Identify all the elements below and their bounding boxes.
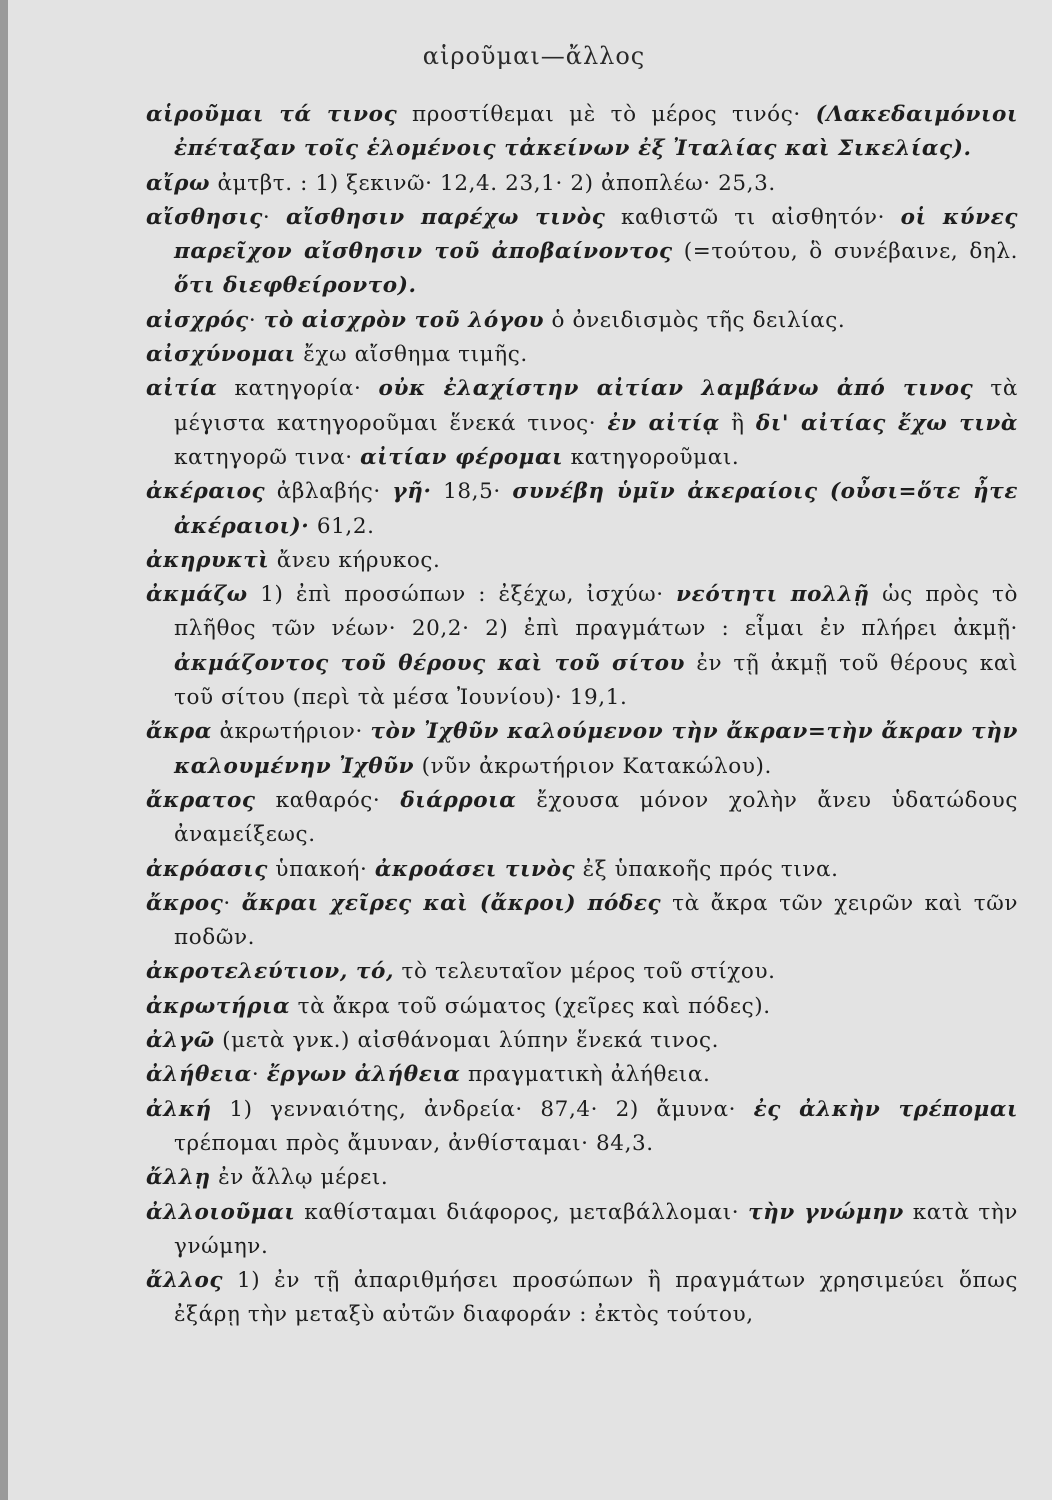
entry-definition: τὸ τελευταῖον μέρος τοῦ στίχου.	[394, 959, 776, 985]
entry-headword: αἰσχρός	[146, 307, 249, 333]
entry-phrase: γῆ·	[392, 479, 432, 505]
dictionary-entry	[146, 304, 1018, 338]
entry-headword: ἀκμάζω	[146, 582, 248, 608]
entry-definition: 1) ἐν τῇ ἀπαριθμήσει προσώπων ἢ πραγμάτων χρησιμεύει ὅπως ἐξάρῃ τὴν μεταξὺ αὐτῶν διαφοράν : ἐκτὸς τούτου,	[174, 1268, 1018, 1328]
entry-phrase: δι' αἰτίας ἔχω τινὰ	[755, 410, 1019, 436]
entry-definition: ἐξ ὑπακοῆς πρός τινα.	[575, 856, 839, 882]
dictionary-entry	[146, 1264, 1018, 1333]
dictionary-entry	[146, 544, 1018, 578]
dictionary-entry	[146, 784, 1018, 853]
entry-phrase: συνέβη ὑμῖν ἀκεραίοις (οὖσι=ὅτε ἦτε ἀκέραιοι)·	[174, 479, 1019, 539]
entry-headword: αἰτία	[146, 376, 218, 402]
entry-definition: ἀβλαβής·	[265, 479, 393, 505]
entry-phrase: οἱ κύνες παρεῖχον αἴσθησιν τοῦ ἀποβαίνοντος	[174, 204, 1019, 265]
entry-headword: ἄκρος	[146, 890, 224, 916]
entries-list	[146, 98, 1018, 1333]
entry-headword: ἀκηρυκτὶ	[146, 547, 270, 573]
entry-phrase: ἐν αἰτίᾳ	[607, 410, 720, 436]
entry-headword: αἴρω	[146, 170, 211, 196]
dictionary-entry	[146, 1093, 1018, 1162]
entry-definition: καθίσταμαι διάφορος, μεταβάλλομαι·	[295, 1199, 749, 1225]
entry-headword: ἀλκή	[146, 1096, 212, 1122]
entry-phrase: ἄκραι χεῖρες καὶ (ἄκροι) πόδες	[241, 890, 662, 916]
entry-headword: ἀλήθεια	[146, 1062, 252, 1088]
entry-definition: προστίθεμαι μὲ τὸ μέρος τινός·	[397, 102, 816, 127]
entry-headword: ἀκέραιος	[146, 479, 266, 505]
entry-definition: ἐν ἄλλῳ μέρει.	[210, 1165, 389, 1191]
entry-headword: ἀκροτελεύτιον, τό,	[146, 959, 395, 985]
entry-definition: 61,2.	[309, 513, 375, 539]
dictionary-entry	[146, 372, 1018, 475]
dictionary-entry	[146, 990, 1018, 1024]
entry-definition: ἀμτβτ. : 1) ξεκινῶ· 12,4. 23,1· 2) ἀποπλέω· 25,3.	[210, 170, 776, 196]
entry-headword: ἀκρόασις	[146, 856, 268, 882]
entry-headword: αἴσθησις	[146, 204, 263, 230]
entry-headword: ἄλλος	[146, 1268, 224, 1294]
dictionary-entry	[146, 338, 1018, 372]
entry-definition: κατηγοροῦμαι.	[563, 444, 740, 470]
entry-definition: κατηγορία·	[217, 376, 379, 402]
dictionary-entry	[146, 715, 1018, 784]
dictionary-entry	[146, 475, 1018, 544]
entry-definition: ὡς πρὸς τὸ πλῆθος τῶν νέων· 20,2· 2) ἐπὶ πραγμάτων : εἶμαι ἐν πλήρει ἀκμῇ·	[174, 582, 1018, 642]
entry-definition: ἐν τῇ ἀκμῇ τοῦ θέρους καὶ τοῦ σίτου (περὶ τὰ μέσα Ἰουνίου)· 19,1.	[174, 650, 1018, 711]
entry-definition: κατὰ τὴν γνώμην.	[174, 1199, 1018, 1259]
entry-definition: καθιστῶ τι αἰσθητόν·	[605, 204, 901, 230]
entry-definition: πραγματικὴ ἀλήθεια.	[460, 1062, 711, 1088]
entry-headword: ἄκρα	[146, 719, 212, 745]
entry-phrase: ἐς ἀλκὴν τρέπομαι	[753, 1096, 1019, 1122]
dictionary-entry	[146, 167, 1018, 201]
entry-definition: ἔχω αἴσθημα τιμῆς.	[295, 342, 528, 368]
entry-headword: αἰσχύνομαι	[146, 342, 296, 368]
entry-definition: ·	[248, 307, 264, 333]
entry-definition: 1) γενναιότης, ἀνδρεία· 87,4· 2) ἄμυνα·	[211, 1096, 754, 1122]
dictionary-entry	[146, 98, 1018, 167]
entry-phrase: ἀκροάσει τινὸς	[374, 856, 576, 882]
entry-phrase: ὅτι διεφθείροντο).	[174, 273, 417, 299]
entry-headword: ἄλλῃ	[146, 1165, 211, 1191]
entry-definition: ὁ ὀνειδισμὸς τῆς δειλίας.	[544, 307, 846, 333]
entry-definition: ·	[262, 204, 286, 230]
entry-headword: ἀλγῶ	[146, 1028, 215, 1054]
entry-headword: ἀκρωτήρια	[146, 993, 291, 1019]
dictionary-entry	[146, 1058, 1018, 1092]
entry-definition: κατηγορῶ τινα·	[174, 444, 361, 470]
entry-phrase: ἔργων ἀλήθεια	[266, 1062, 461, 1088]
dictionary-entry	[146, 578, 1018, 715]
dictionary-entry	[146, 1024, 1018, 1058]
entry-headword: ἀλλοιοῦμαι	[146, 1199, 296, 1225]
entry-definition: ·	[223, 890, 242, 916]
entry-definition: ἄνευ κήρυκος.	[269, 547, 441, 573]
entry-definition: (νῦν ἀκρωτήριον Κατακώλου).	[414, 753, 772, 779]
entry-phrase: τὸ αἰσχρὸν τοῦ λόγου	[263, 307, 545, 333]
entry-definition: 1) ἐπὶ προσώπων : ἐξέχω, ἰσχύω·	[247, 582, 677, 608]
dictionary-entry	[146, 853, 1018, 887]
dictionary-entry	[146, 887, 1018, 956]
entry-phrase: οὐκ ἐλαχίστην αἰτίαν λαμβάνω ἀπό τινος	[378, 376, 974, 402]
entry-phrase: (Λακεδαιμόνιοι ἐπέταξαν τοῖς ἑλομένοις τἀκείνων ἐξ Ἰταλίας καὶ Σικελίας).	[174, 102, 1018, 162]
entry-definition: ·	[251, 1062, 267, 1088]
entry-phrase: διάρροια	[400, 787, 517, 813]
entry-definition: ἔχουσα μόνον χολὴν ἄνευ ὑδατώδους ἀναμείξεως.	[174, 787, 1018, 848]
entry-phrase: ἀκμάζοντος τοῦ θέρους καὶ τοῦ σίτου	[174, 650, 686, 676]
entry-phrase: τὸν Ἰχθῦν καλούμενον τὴν ἄκραν=τὴν ἄκραν τὴν καλουμένην Ἰχθῦν	[174, 719, 1018, 779]
dictionary-entry	[146, 1196, 1018, 1265]
entry-definition: τὰ ἄκρα τοῦ σώματος (χεῖρες καὶ πόδες).	[290, 993, 771, 1019]
entry-phrase: τὴν γνώμην	[748, 1199, 904, 1225]
dictionary-entry	[146, 1161, 1018, 1195]
entry-headword: αἱροῦμαι τά τινος	[146, 102, 398, 127]
entry-definition: (=τούτου, ὃ συνέβαινε, δηλ.	[672, 239, 1019, 265]
dictionary-entry	[146, 955, 1018, 989]
entry-phrase: νεότητι πολλῇ	[676, 582, 870, 608]
entry-headword: ἄκρατος	[146, 787, 256, 813]
entry-definition: τὰ ἄκρα τῶν χειρῶν καὶ τῶν ποδῶν.	[174, 890, 1019, 951]
running-header: αἱροῦμαι—ἄλλος	[422, 42, 646, 70]
entry-definition: (μετὰ γνκ.) αἰσθάνομαι λύπην ἕνεκά τινος.	[214, 1028, 720, 1054]
entry-definition: τὰ μέγιστα κατηγοροῦμαι ἕνεκά τινος·	[174, 376, 1018, 436]
dictionary-entry	[146, 201, 1018, 304]
entry-definition: τρέπομαι πρὸς ἄμυναν, ἀνθίσταμαι· 84,3.	[174, 1130, 654, 1156]
entry-phrase: αἴσθησιν παρέχω τινὸς	[286, 204, 606, 230]
entry-definition: ὑπακοή·	[268, 856, 375, 882]
entry-definition: ἢ	[719, 410, 756, 436]
entry-definition: καθαρός·	[255, 787, 401, 813]
entry-definition: 18,5·	[431, 479, 513, 505]
entry-definition: ἀκρωτήριον·	[211, 719, 371, 745]
entry-phrase: αἰτίαν φέρομαι	[360, 444, 564, 470]
